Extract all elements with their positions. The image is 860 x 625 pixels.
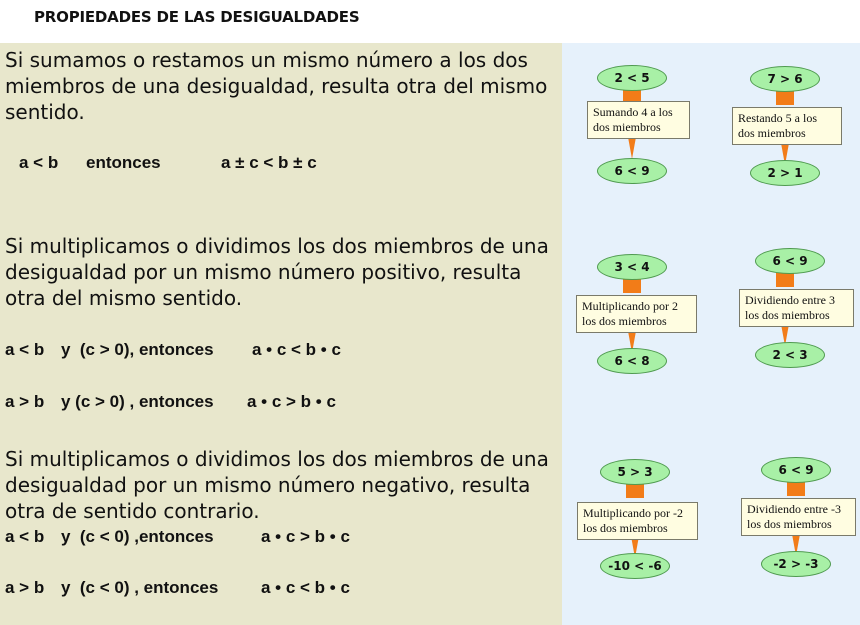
section-2-rule-1-result: a • c < b • c [252, 340, 341, 359]
example-top-inequality: 3 < 4 [597, 254, 667, 280]
section-3-text: Si multiplicamos o dividimos los dos miembros de una desigualdad por un mismo número negativo, resulta otra de sentido contrario. [5, 447, 549, 523]
example-result-inequality: 6 < 9 [597, 158, 667, 184]
section-3-rule-1-premise: a < b [5, 527, 45, 546]
section-3-rule-2-premise: a > b [5, 578, 45, 597]
example-result-inequality: -2 > -3 [761, 551, 831, 577]
section-3-rule-2-result: a • c < b • c [261, 578, 350, 597]
example-operation-note: Restando 5 a los dos miembros [732, 107, 842, 145]
example-top-inequality: 6 < 9 [761, 457, 831, 483]
section-2-rule-2-connector: y (c > 0) , entonces [61, 392, 214, 411]
section-2-rule-2-result: a • c > b • c [247, 392, 336, 411]
example-result-inequality: 2 < 3 [755, 342, 825, 368]
section-2-rule-2-premise: a > b [5, 392, 45, 411]
page-title: PROPIEDADES DE LAS DESIGUALDADES [34, 8, 360, 26]
connector-shape [776, 273, 794, 287]
section-2-rule-1-premise: a < b [5, 340, 45, 359]
section-3-rule-2-connector: y (c < 0) , entonces [61, 578, 219, 597]
example-operation-note: Dividiendo entre -3 los dos miembros [741, 498, 856, 536]
example-result-inequality: -10 < -6 [600, 553, 670, 579]
section-1-text: Si sumamos o restamos un mismo número a los dos miembros de una desigualdad, resulta otra del mismo sentido. [5, 48, 548, 124]
connector-shape [787, 482, 805, 496]
connector-shape [776, 91, 794, 105]
section-3-rule-1-result: a • c > b • c [261, 527, 350, 546]
example-top-inequality: 6 < 9 [755, 248, 825, 274]
example-result-inequality: 6 < 8 [597, 348, 667, 374]
section-2-rule-1-connector: y (c > 0), entonces [61, 340, 214, 359]
example-top-inequality: 5 > 3 [600, 459, 670, 485]
section-1-rule-1-connector: entonces [86, 153, 161, 172]
example-operation-note: Dividiendo entre 3 los dos miembros [739, 289, 854, 327]
example-top-inequality: 7 > 6 [750, 66, 820, 92]
example-operation-note: Multiplicando por -2 los dos miembros [577, 502, 698, 540]
section-1-rule-1-result: a ± c < b ± c [221, 153, 317, 172]
section-2-text: Si multiplicamos o dividimos los dos miembros de una desigualdad por un mismo número positivo, resulta otra del mismo sentido. [5, 234, 549, 310]
connector-shape [626, 484, 644, 498]
arrow-shape [628, 137, 636, 159]
section-3-rule-1-connector: y (c < 0) ,entonces [61, 527, 214, 546]
example-top-inequality: 2 < 5 [597, 65, 667, 91]
section-1-rule-1-premise: a < b [19, 153, 59, 172]
example-result-inequality: 2 > 1 [750, 160, 820, 186]
example-operation-note: Multiplicando por 2 los dos miembros [576, 295, 697, 333]
connector-shape [623, 279, 641, 293]
example-operation-note: Sumando 4 a los dos miembros [587, 101, 690, 139]
